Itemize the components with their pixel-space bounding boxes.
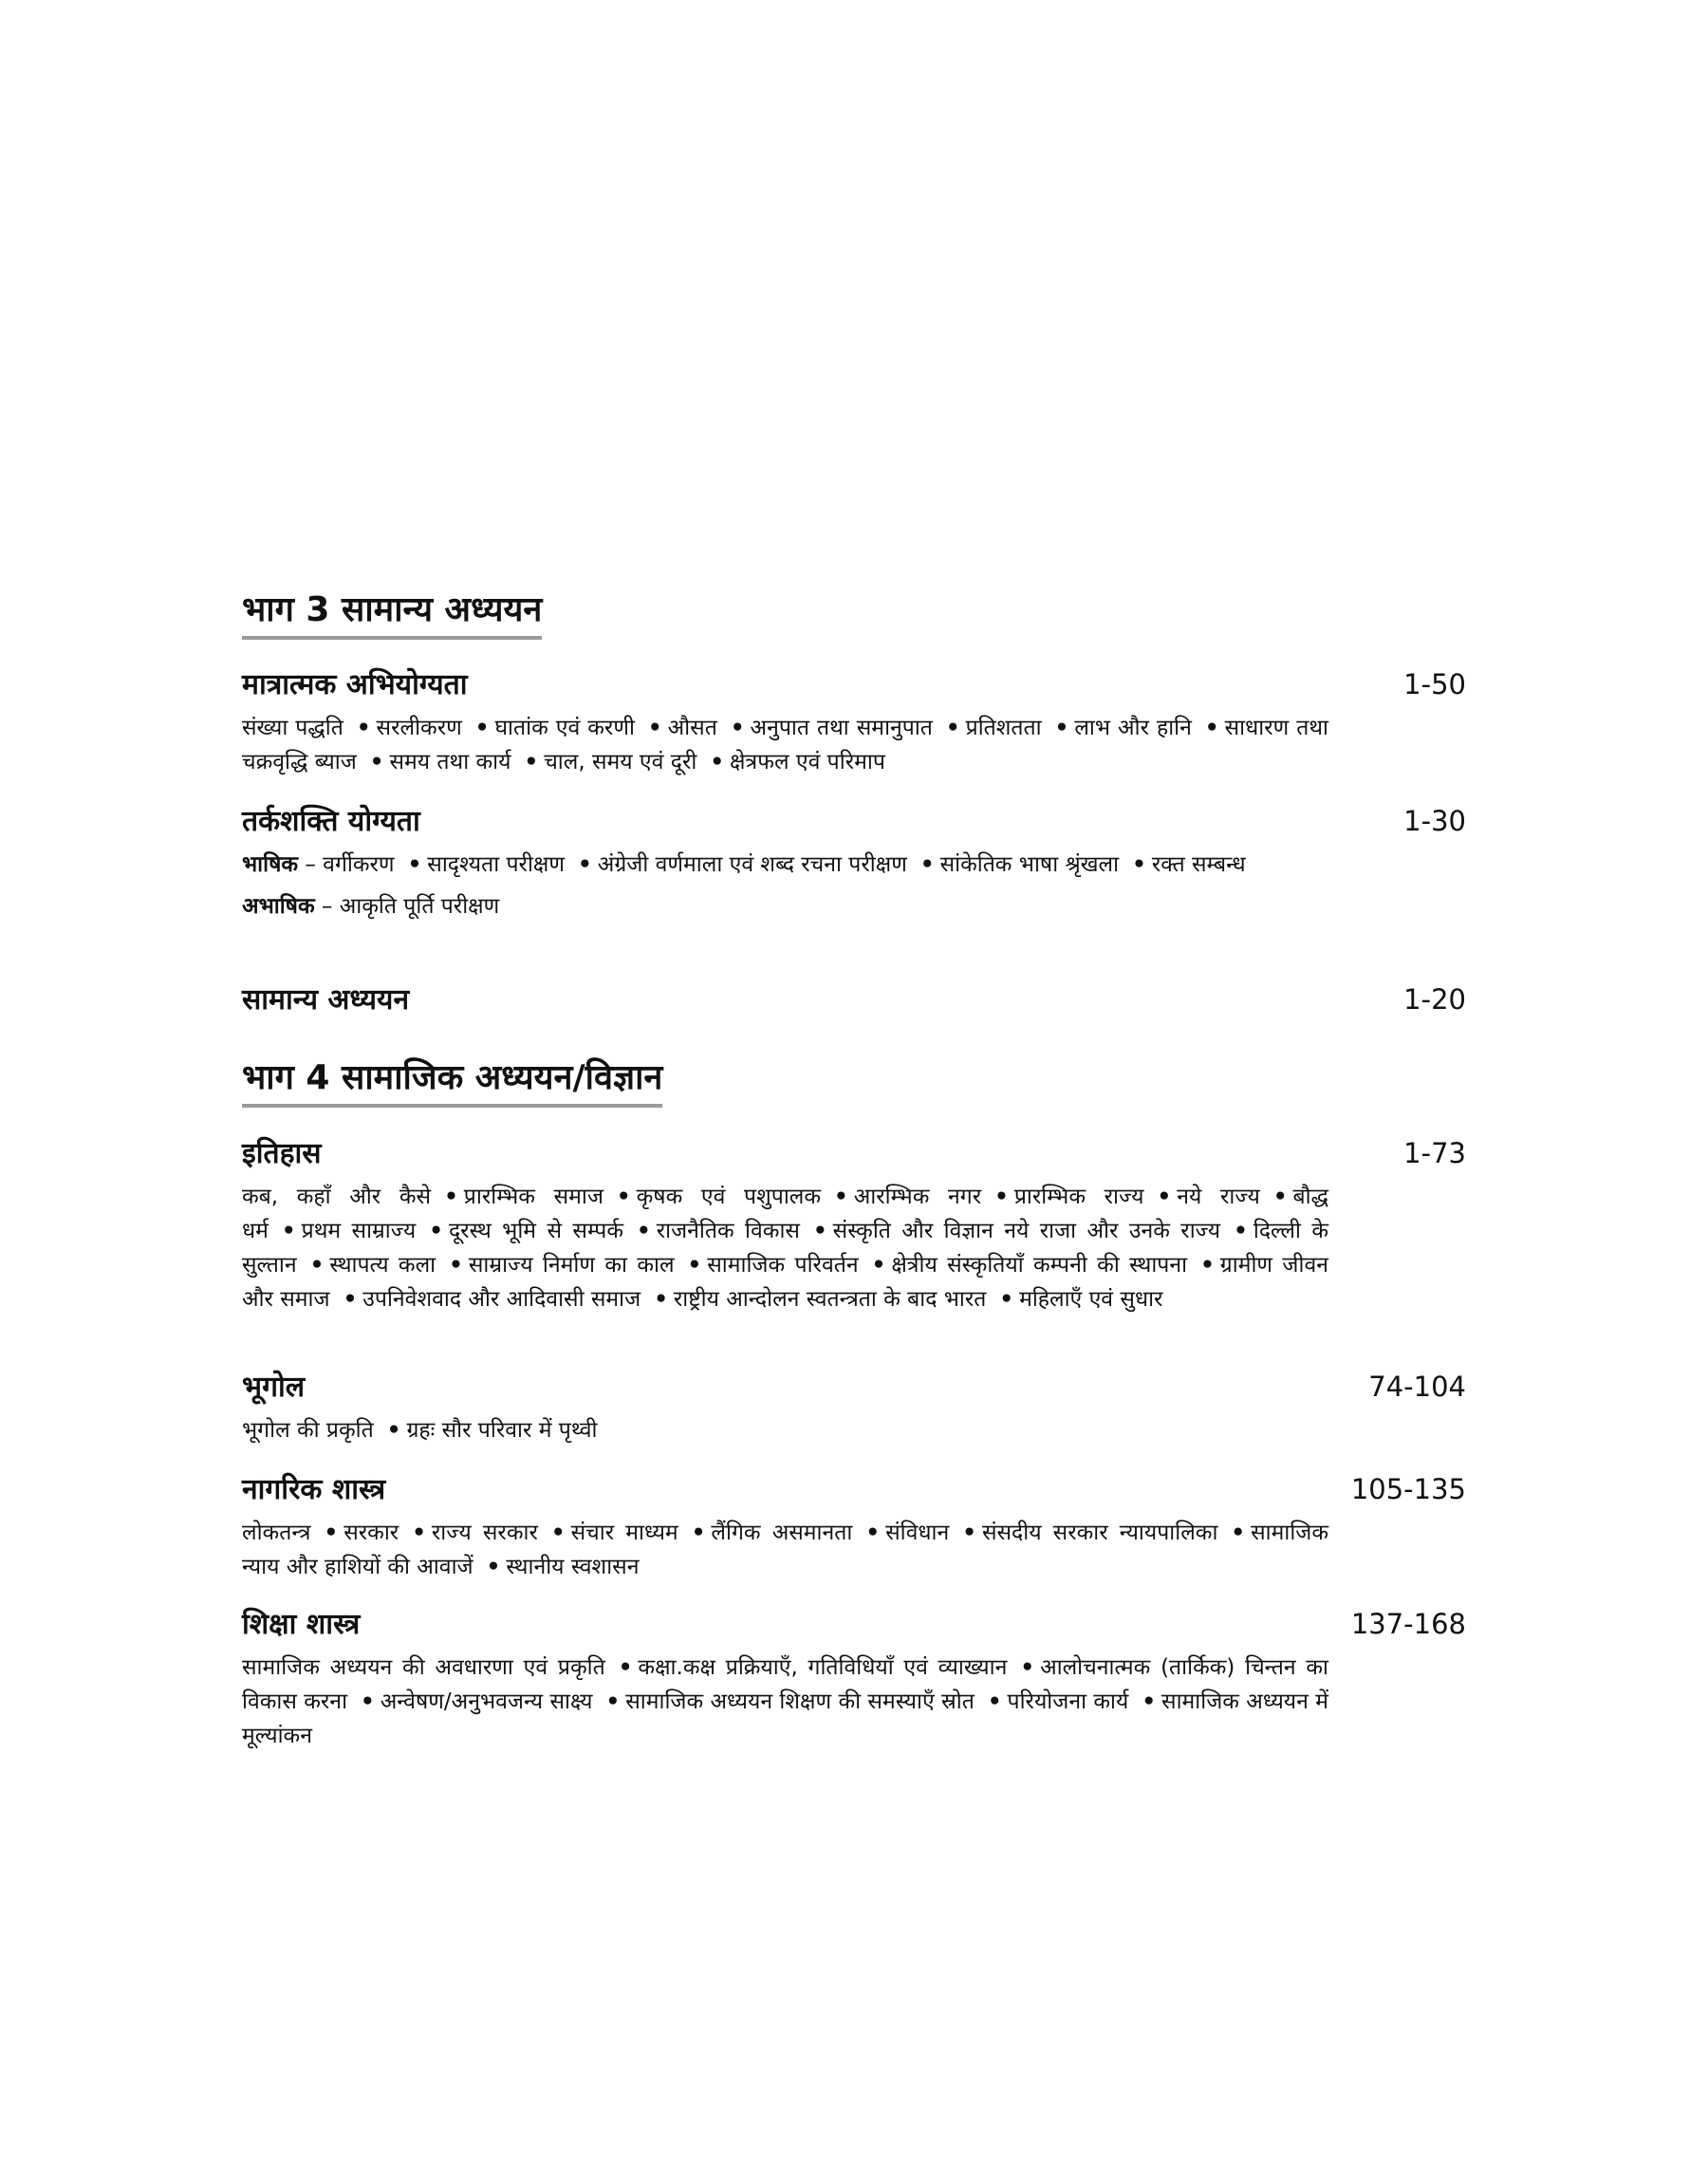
section-civics: [242, 1472, 1466, 1584]
topic-item: क्षेत्रीय संस्कृतियाँ कम्पनी की स्थापना: [891, 1252, 1188, 1278]
bullet-separator: •: [1234, 1218, 1248, 1243]
topic-item: अनुपात तथा समानुपात: [750, 715, 933, 740]
section-title: भूगोल: [242, 1371, 306, 1404]
topic-item: प्रारम्भिक राज्य: [1013, 1184, 1144, 1209]
topic-item: अंग्रेजी वर्णमाला एवं शब्द रचना परीक्षण: [597, 851, 907, 877]
topic-item: प्रारम्भिक समाज: [463, 1184, 603, 1209]
page-range: 74-104: [1368, 1371, 1466, 1403]
bullet-separator: •: [486, 1554, 501, 1579]
bullet-separator: •: [1054, 715, 1069, 740]
bullet-separator: •: [1020, 1654, 1035, 1680]
topic-item: लैंगिक असमानता: [711, 1520, 853, 1545]
bullet-separator: •: [429, 1218, 443, 1243]
topic-item: दूरस्थ भूमि से सम्पर्क: [448, 1218, 624, 1243]
bullet-separator: •: [834, 1184, 848, 1209]
topic-item: सामाजिक अध्ययन की अवधारणा एवं प्रकृति: [242, 1654, 605, 1680]
part-3-header: [242, 588, 1466, 640]
topic-item: सादृश्यता परीक्षण: [427, 851, 566, 877]
bullet-separator: •: [386, 1417, 401, 1443]
topic-item: औसत: [667, 715, 717, 740]
topic-list: [242, 1413, 1328, 1447]
bullet-separator: •: [919, 851, 935, 877]
topic-item: संख्या पद्धति: [242, 715, 343, 740]
nonverbal-label: अभाषिक: [242, 893, 315, 919]
section-title: सामान्य अध्ययन: [242, 983, 410, 1017]
topic-item: दिल्ली के सुल्तान: [242, 1218, 1329, 1278]
bullet-separator: •: [444, 1184, 458, 1209]
topic-item: सरलीकरण: [376, 715, 462, 740]
topic-list: [323, 852, 1245, 877]
topic-item: आलोचनात्मक (तार्किक) चिन्तन का विकास करना: [242, 1654, 1329, 1714]
bullet-separator: •: [865, 1520, 881, 1545]
bullet-separator: •: [687, 1252, 702, 1278]
bullet-separator: •: [999, 1286, 1014, 1312]
topic-item: स्थानीय स्वशासन: [506, 1554, 640, 1579]
bullet-separator: •: [962, 1520, 976, 1545]
bullet-separator: •: [343, 1286, 358, 1312]
topic-item: भूगोल की प्रकृति: [242, 1417, 374, 1443]
bullet-separator: •: [987, 1689, 1002, 1714]
dash: –: [298, 851, 324, 877]
topic-item: चाल, समय एवं दूरी: [544, 749, 697, 774]
topic-item: संचार माध्यम: [570, 1520, 678, 1545]
part-3-title: भाग 3 सामान्य अध्ययन: [242, 588, 542, 640]
topic-item: प्रतिशतता: [965, 715, 1042, 740]
part-4-header: [242, 1056, 1466, 1108]
topic-item: प्रथम साम्राज्य: [301, 1218, 417, 1243]
topic-item: स्थापत्य कला: [329, 1252, 436, 1278]
topic-item: कक्षा.कक्ष प्रक्रियाएँ, गतिविधियाँ एवं व्याख्यान: [638, 1654, 1008, 1680]
topic-item: राजनैतिक विकास: [656, 1218, 800, 1243]
section-title: मात्रात्मक अभियोग्यता: [242, 668, 468, 701]
bullet-separator: •: [605, 1689, 621, 1714]
section-pedagogy: [242, 1607, 1466, 1753]
page-range: 1-73: [1403, 1137, 1466, 1169]
bullet-separator: •: [474, 715, 490, 740]
page-range: 137-168: [1350, 1608, 1466, 1640]
bullet-separator: •: [616, 1184, 631, 1209]
bullet-separator: •: [945, 715, 960, 740]
bullet-separator: •: [710, 749, 725, 774]
bullet-separator: •: [1204, 715, 1219, 740]
topic-item: संविधान: [885, 1520, 950, 1545]
verbal-reasoning-group: [242, 848, 1328, 882]
bullet-separator: •: [524, 749, 539, 774]
bullet-separator: •: [356, 715, 371, 740]
topic-list: [242, 1516, 1328, 1584]
bullet-separator: •: [730, 715, 745, 740]
section-reasoning: [242, 804, 1466, 924]
topic-item: बौद्ध धर्म: [242, 1184, 1329, 1243]
topic-item: सांकेतिक भाषा श्रृंखला: [939, 851, 1120, 877]
section-title: शिक्षा शास्त्र: [242, 1608, 361, 1641]
topic-item: राष्ट्रीय आन्दोलन स्वतन्त्रता के बाद भारत: [673, 1286, 987, 1312]
bullet-separator: •: [361, 1689, 375, 1714]
bullet-separator: •: [812, 1218, 827, 1243]
section-title: तर्कशक्ति योग्यता: [242, 805, 420, 838]
bullet-separator: •: [578, 851, 592, 877]
bullet-separator: •: [1272, 1184, 1288, 1209]
section-title: इतिहास: [242, 1137, 322, 1170]
bullet-separator: •: [1157, 1184, 1172, 1209]
bullet-separator: •: [449, 1252, 463, 1278]
bullet-separator: •: [1142, 1689, 1157, 1714]
section-quantitative-aptitude: [242, 667, 1466, 779]
section-geography: [242, 1370, 1466, 1447]
topic-item: राज्य सरकार: [431, 1520, 538, 1545]
topic-item: संस्कृति और विज्ञान नये राजा और उनके राज्य: [832, 1218, 1221, 1243]
bullet-separator: •: [412, 1520, 426, 1545]
bullet-separator: •: [1231, 1520, 1246, 1545]
topic-item: घातांक एवं करणी: [494, 715, 635, 740]
topic-item: लाभ और हानि: [1074, 715, 1192, 740]
topic-list: [242, 1651, 1328, 1753]
bullet-separator: •: [281, 1218, 296, 1243]
bullet-separator: •: [871, 1252, 886, 1278]
topic-item: साम्राज्य निर्माण का काल: [468, 1252, 675, 1278]
topic-item: वर्गीकरण: [323, 851, 395, 877]
bullet-separator: •: [309, 1252, 325, 1278]
bullet-separator: •: [994, 1184, 1009, 1209]
topic-item: ग्रामीण जीवन और समाज: [242, 1252, 1329, 1312]
topic-list: [242, 1180, 1328, 1316]
bullet-separator: •: [369, 749, 384, 774]
bullet-separator: •: [654, 1286, 668, 1312]
topic-item: रक्त सम्बन्ध: [1151, 851, 1246, 877]
topic-item: सामाजिक न्याय और हाशियों की आवाजें: [242, 1520, 1329, 1579]
section-history: [242, 1136, 1466, 1316]
dash: –: [314, 893, 340, 919]
bullet-separator: •: [647, 715, 662, 740]
section-title: नागरिक शास्त्र: [242, 1473, 386, 1506]
bullet-separator: •: [550, 1520, 566, 1545]
topic-item: अन्वेषण/अनुभवजन्य साक्ष्य: [380, 1689, 593, 1714]
bullet-separator: •: [1132, 851, 1146, 877]
topic-list: [242, 711, 1328, 779]
topic-item: परियोजना कार्य: [1007, 1689, 1129, 1714]
topic-item: सामाजिक अध्ययन शिक्षण की समस्याएँ स्रोत: [625, 1689, 975, 1714]
page-range: 1-20: [1403, 983, 1466, 1016]
page-range: 105-135: [1350, 1473, 1466, 1505]
topic-item: उपनिवेशवाद और आदिवासी समाज: [362, 1286, 641, 1312]
bullet-separator: •: [637, 1218, 651, 1243]
nonverbal-reasoning-group: [242, 889, 1328, 924]
topic-item: साधारण तथा चक्रवृद्धि ब्याज: [242, 715, 1329, 774]
topic-item: कृषक एवं पशुपालक: [636, 1184, 822, 1209]
bullet-separator: •: [691, 1520, 706, 1545]
page-range: 1-30: [1403, 805, 1466, 837]
verbal-label: भाषिक: [242, 851, 299, 877]
bullet-separator: •: [618, 1654, 633, 1680]
part-4-title: भाग 4 सामाजिक अध्ययन/विज्ञान: [242, 1056, 662, 1108]
topic-item: सामाजिक अध्ययन में मूल्यांकन: [242, 1689, 1328, 1748]
nonverbal-topic: आकृति पूर्ति परीक्षण: [339, 893, 500, 919]
topic-item: नये राज्य: [1177, 1184, 1260, 1209]
topic-item: सरकार: [343, 1520, 399, 1545]
topic-item: लोकतन्त्र: [242, 1520, 311, 1545]
bullet-separator: •: [407, 851, 422, 877]
section-general-studies: [242, 982, 1466, 1018]
topic-item: क्षेत्रफल एवं परिमाप: [730, 749, 885, 774]
bullet-separator: •: [324, 1520, 339, 1545]
topic-item: सामाजिक परिवर्तन: [707, 1252, 859, 1278]
topic-item: कब, कहाँ और कैसे: [242, 1184, 432, 1209]
page-range: 1-50: [1403, 668, 1466, 700]
topic-item: आरम्भिक नगर: [853, 1184, 982, 1209]
bullet-separator: •: [1200, 1252, 1215, 1278]
topic-item: महिलाएँ एवं सुधार: [1019, 1286, 1163, 1312]
topic-item: ग्रहः सौर परिवार में पृथ्वी: [406, 1417, 598, 1443]
topic-item: समय तथा कार्य: [389, 749, 511, 774]
topic-item: संसदीय सरकार न्यायपालिका: [981, 1520, 1218, 1545]
